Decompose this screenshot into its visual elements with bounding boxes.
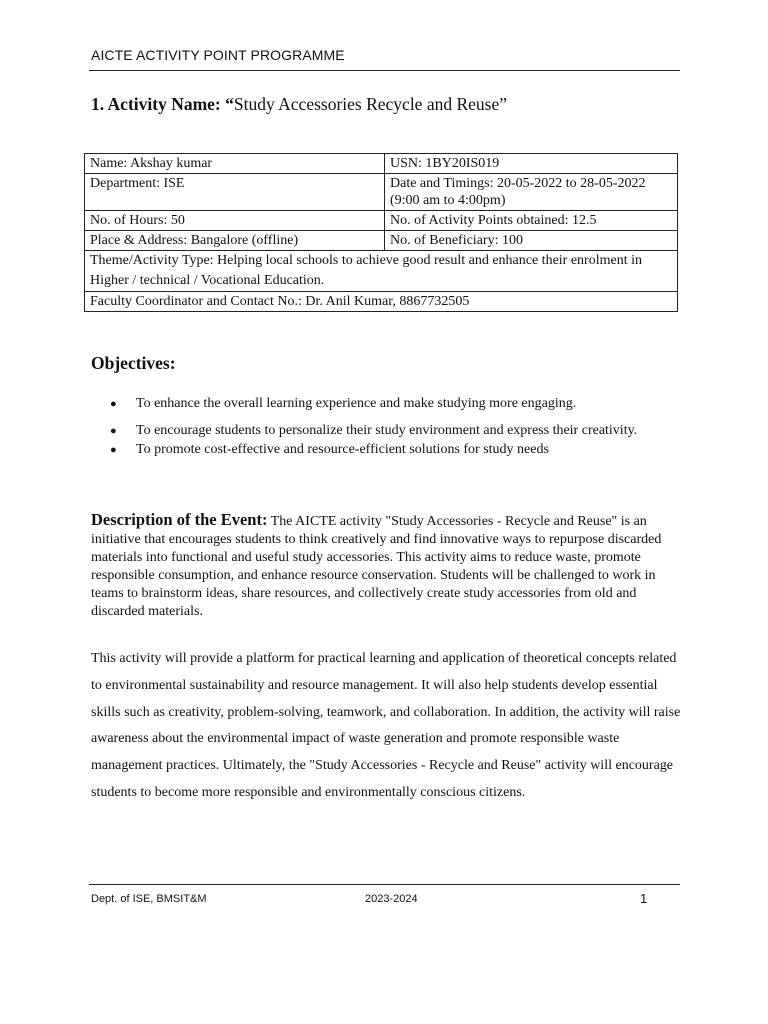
- list-item: [110, 441, 637, 464]
- header-divider: [89, 70, 680, 71]
- beneficiary-cell: No. of Beneficiary: 100: [385, 231, 678, 251]
- activity-title: [91, 94, 507, 115]
- description-paragraph-2: This activity will provide a platform for practical learning and application of theoretical concepts related to environmental sustainability and resource management. It will also help students develop essential skills such as creativity, problem-solving, teamwork, and collaboration. In addition, the activity will raise awareness about the environmental impact of waste generation and promote responsible waste management practices. Ultimately, the "Study Accessories - Recycle and Reuse" activity will encourage students to become more responsible and environmentally conscious citizens.: [91, 651, 681, 800]
- list-item: [110, 422, 637, 441]
- date-timings-cell: Date and Timings: 20-05-2022 to 28-05-2022 (9:00 am to 4:00pm): [385, 174, 678, 211]
- department-cell: Department: ISE: [85, 174, 385, 211]
- objectives-heading: Objectives:: [91, 353, 176, 373]
- list-item: [110, 395, 637, 418]
- objectives-list: [110, 395, 637, 464]
- bullet-icon: ●: [110, 425, 117, 437]
- footer-year: 2023-2024: [365, 893, 418, 905]
- name-cell: Name: Akshay kumar: [85, 154, 385, 174]
- hours-cell: No. of Hours: 50: [85, 211, 385, 231]
- activity-title-label: 1. Activity Name: “: [91, 94, 234, 114]
- objective-text: To encourage students to personalize their study environment and express their creativity.: [136, 423, 638, 438]
- description-heading: Description of the Event:: [91, 510, 268, 529]
- page-header-title: AICTE ACTIVITY POINT PROGRAMME: [91, 47, 345, 63]
- description-section: [91, 511, 681, 621]
- footer-department: Dept. of ISE, BMSIT&M: [91, 893, 207, 905]
- activity-title-name: Study Accessories Recycle and Reuse”: [233, 94, 508, 114]
- activity-info-table: [84, 153, 678, 312]
- usn-cell: USN: 1BY20IS019: [385, 154, 678, 174]
- footer-divider: [89, 884, 680, 885]
- bullet-icon: ●: [110, 444, 117, 456]
- objective-text: To promote cost-effective and resource-efficient solutions for study needs: [136, 442, 549, 457]
- faculty-cell: Faculty Coordinator and Contact No.: Dr. Anil Kumar, 8867732505: [85, 292, 678, 312]
- bullet-icon: ●: [110, 398, 117, 410]
- page-number: 1: [640, 891, 648, 906]
- place-cell: Place & Address: Bangalore (offline): [85, 231, 385, 251]
- activity-points-cell: No. of Activity Points obtained: 12.5: [385, 211, 678, 231]
- theme-cell: Theme/Activity Type: Helping local schools to achieve good result and enhance their enrolment in Higher / technical / Vocational Education.: [85, 251, 678, 292]
- objective-text: To enhance the overall learning experience and make studying more engaging.: [136, 396, 577, 411]
- description-paragraph-1: The AICTE activity "Study Accessories - Recycle and Reuse" is an initiative that encourages students to think creatively and find innovative ways to repurpose discarded materials into functional and useful study accessories. This activity aims to reduce waste, promote responsible consumption, and enhance resource conservation. Students will be challenged to work in teams to brainstorm ideas, share resources, and collectively create study accessories from old and discarded materials.: [91, 514, 662, 619]
